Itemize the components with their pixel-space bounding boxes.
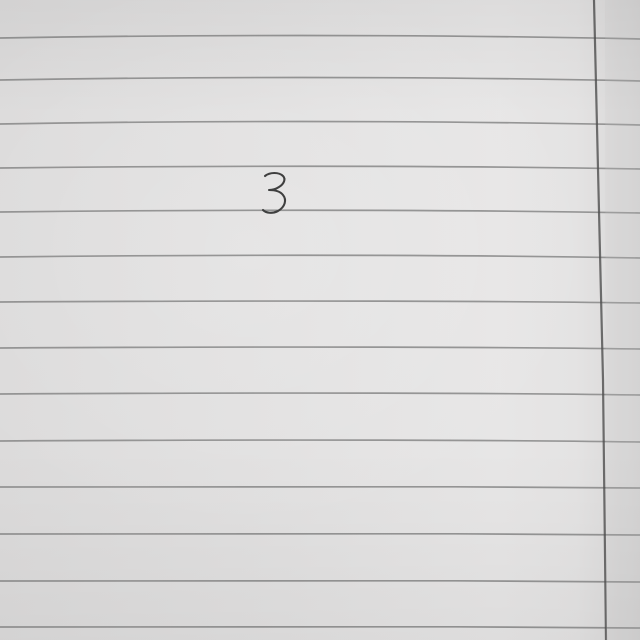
handwritten-digit [258,168,292,216]
handwritten-three-glyph [258,168,292,216]
